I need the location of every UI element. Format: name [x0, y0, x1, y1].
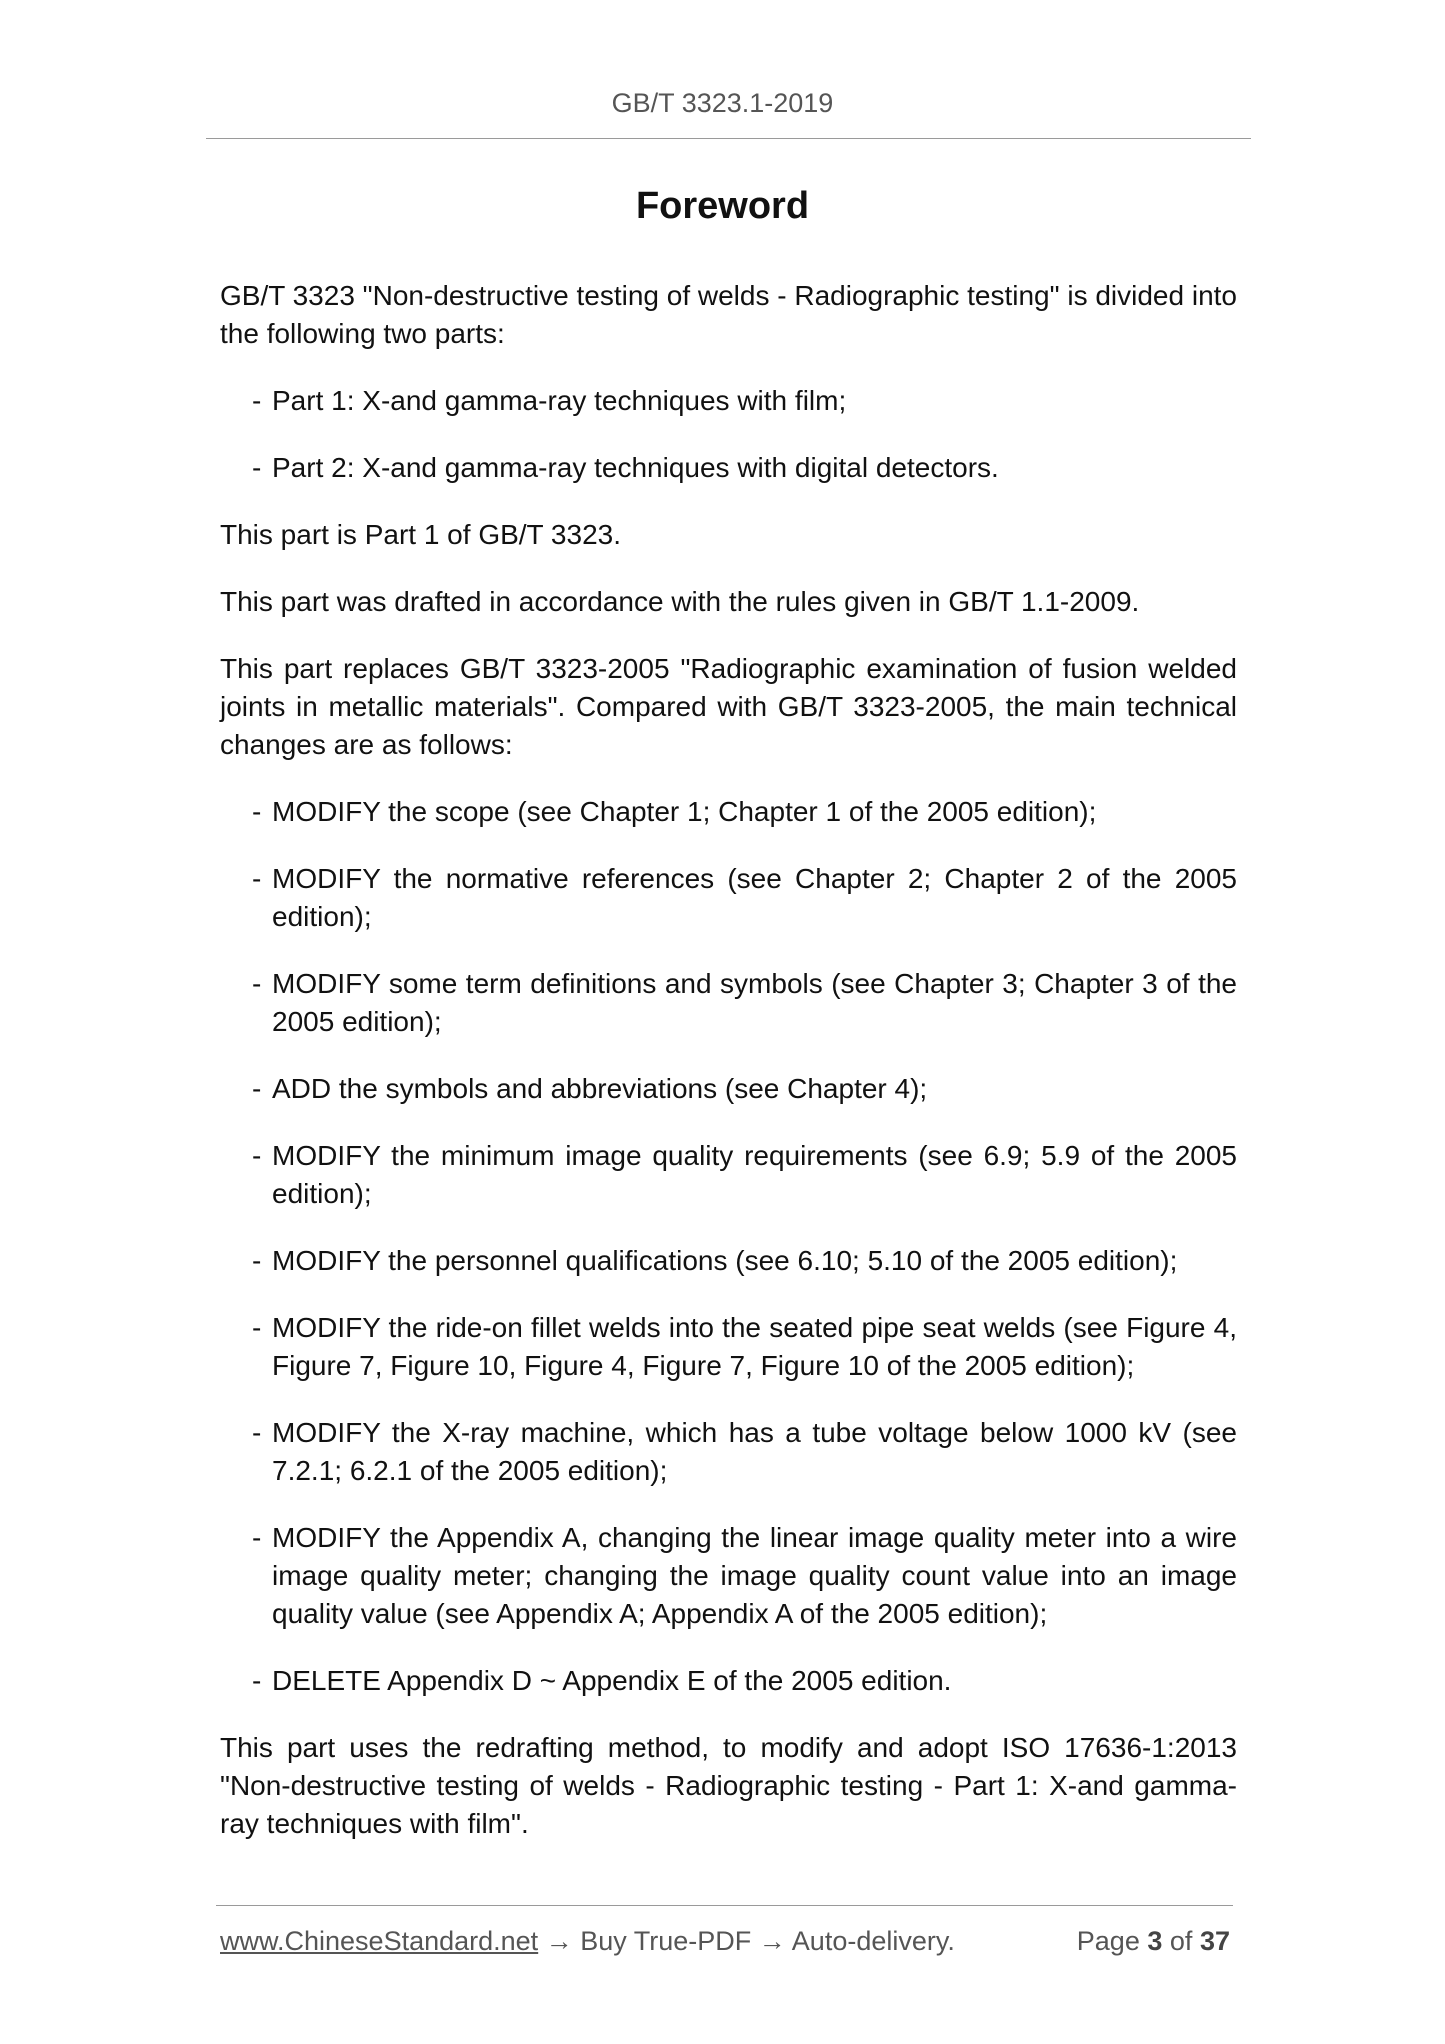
arrow-icon: →: [758, 1926, 786, 1956]
list-item-text: MODIFY the normative references (see Chapter 2; Chapter 2 of the 2005 edition);: [272, 863, 1237, 932]
page-current: 3: [1147, 1926, 1163, 1956]
adoption-paragraph: This part uses the redrafting method, to modify and adopt ISO 17636-1:2013 "Non-destructive testing of welds - Radiographic testing - Part 1: X-and gamma-ray techniques with film".: [220, 1732, 1237, 1839]
dash-bullet: -: [252, 385, 262, 416]
intro-paragraph: GB/T 3323 "Non-destructive testing of welds - Radiographic testing" is divided into the following two parts:: [220, 280, 1237, 349]
list-item: [220, 1242, 1237, 1280]
dash-bullet: -: [252, 1522, 262, 1553]
list-item: [220, 1070, 1237, 1108]
list-item-text: MODIFY the scope (see Chapter 1; Chapter 1 of the 2005 edition);: [272, 796, 1097, 827]
list-item: [220, 1519, 1237, 1633]
dash-bullet: -: [252, 863, 262, 894]
dash-bullet: -: [252, 1417, 262, 1448]
list-item: [220, 1414, 1237, 1490]
list-item-text: MODIFY the minimum image quality requirements (see 6.9; 5.9 of the 2005 edition);: [272, 1140, 1237, 1209]
drafting-rules-paragraph: This part was drafted in accordance with the rules given in GB/T 1.1-2009.: [220, 586, 1140, 617]
list-item-text: ADD the symbols and abbreviations (see Chapter 4);: [272, 1073, 928, 1104]
footer-divider: [216, 1905, 1233, 1906]
arrow-icon: →: [545, 1926, 573, 1956]
page-footer: [220, 1926, 1230, 1957]
dash-bullet: -: [252, 796, 262, 827]
list-item: [220, 449, 1237, 487]
list-item: [220, 1309, 1237, 1385]
list-item-text: MODIFY the personnel qualifications (see 6.10; 5.10 of the 2005 edition);: [272, 1245, 1178, 1276]
dash-bullet: -: [252, 968, 262, 999]
part-statement-paragraph: This part is Part 1 of GB/T 3323.: [220, 519, 621, 550]
list-item: [220, 1137, 1237, 1213]
list-item-text: DELETE Appendix D ~ Appendix E of the 2005 edition.: [272, 1665, 952, 1696]
list-item-text: Part 2: X-and gamma-ray techniques with digital detectors.: [272, 452, 999, 483]
document-id-header: GB/T 3323.1-2019: [611, 88, 834, 118]
footer-promo: [220, 1926, 955, 1957]
dash-bullet: -: [252, 1312, 262, 1343]
list-item-text: MODIFY the ride-on fillet welds into the seated pipe seat welds (see Figure 4, Figure 7, Figure 10, Figure 4, Figure 7, Figure 10 of the 2005 edition);: [272, 1312, 1237, 1381]
page-total: 37: [1199, 1926, 1230, 1956]
replacement-paragraph: This part replaces GB/T 3323-2005 "Radiographic examination of fusion welded joints in metallic materials". Compared with GB/T 3323-2005, the main technical changes are as follows:: [220, 653, 1237, 760]
dash-bullet: -: [252, 1140, 262, 1171]
list-item-text: MODIFY some term definitions and symbols (see Chapter 3; Chapter 3 of the 2005 edition);: [272, 968, 1237, 1037]
list-item-text: MODIFY the X-ray machine, which has a tube voltage below 1000 kV (see 7.2.1; 6.2.1 of the 2005 edition);: [272, 1417, 1237, 1486]
delivery-text: Auto-delivery.: [791, 1926, 955, 1956]
dash-bullet: -: [252, 1073, 262, 1104]
dash-bullet: -: [252, 1665, 262, 1696]
list-item: [220, 965, 1237, 1041]
buy-text: Buy True-PDF: [580, 1926, 752, 1956]
list-item: [220, 860, 1237, 936]
page-of-label: of: [1169, 1926, 1193, 1956]
document-body: [220, 277, 1237, 1872]
list-item: [220, 1662, 1237, 1700]
list-item-text: MODIFY the Appendix A, changing the linear image quality meter into a wire image quality meter; changing the image quality count value into an image quality value (see Appendix A; Appendix A of the 2005 edition);: [272, 1522, 1237, 1629]
changes-list: [220, 793, 1237, 1700]
list-item-text: Part 1: X-and gamma-ray techniques with film;: [272, 385, 847, 416]
page-number: [1077, 1926, 1230, 1957]
parts-list: [220, 382, 1237, 487]
list-item: [220, 793, 1237, 831]
header-divider: [206, 138, 1251, 139]
list-item: [220, 382, 1237, 420]
dash-bullet: -: [252, 1245, 262, 1276]
page-label: Page: [1076, 1926, 1140, 1956]
page-title: Foreword: [635, 185, 810, 227]
dash-bullet: -: [252, 452, 262, 483]
website-link[interactable]: www.ChineseStandard.net: [220, 1926, 539, 1956]
